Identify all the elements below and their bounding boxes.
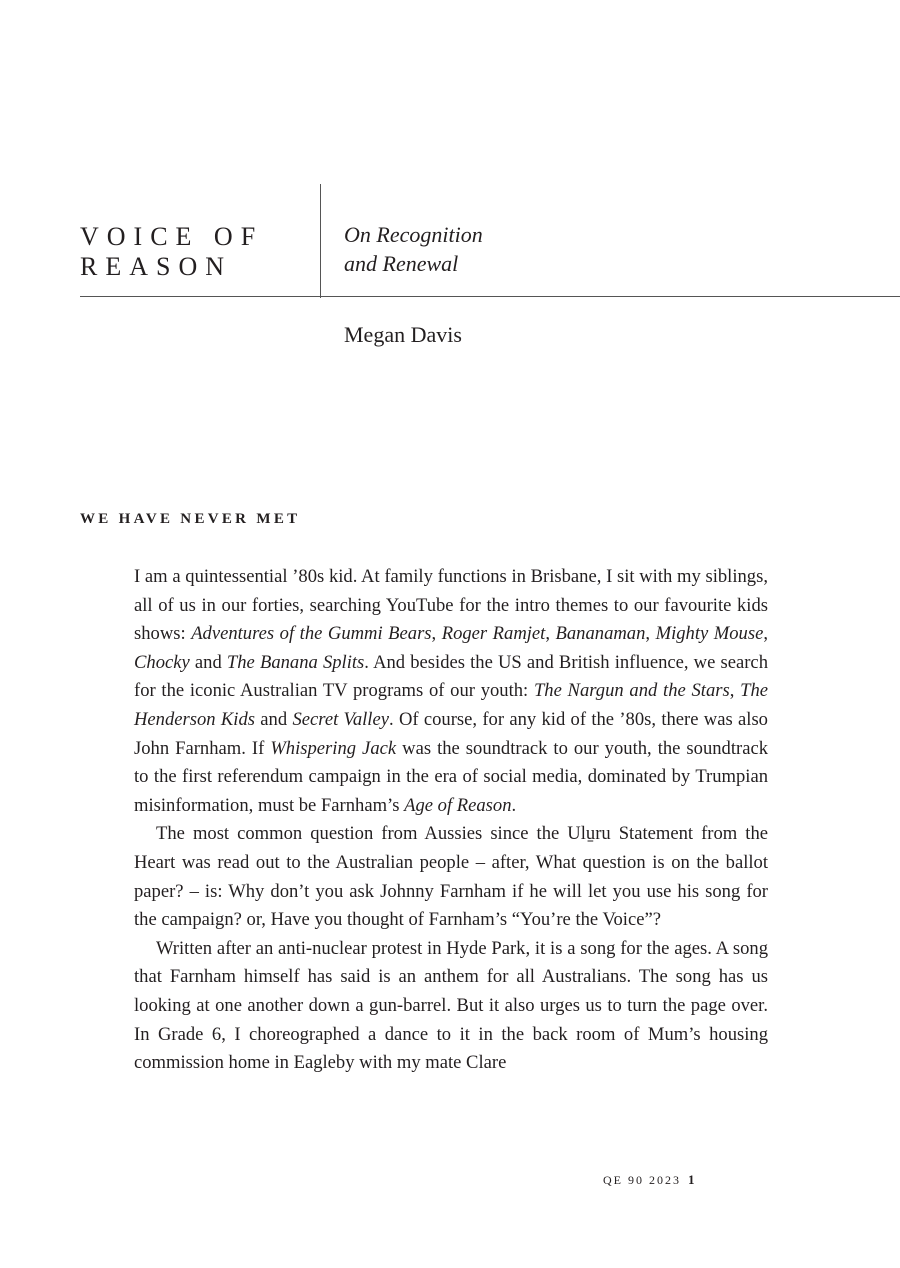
show-title: Roger Ramjet xyxy=(441,623,546,645)
paragraph-3: Written after an anti-nuclear protest in Hyde Park, it is a song for the ages. A song that Farnham himself has said is an anthem for all Australians. The song has us looking at one another down a gun-barrel. But it also urges us to turn the page over. In Grade 6, I choreographed a dance to it in the back room of Mum’s housing commission home in Eagleby with my mate Clare xyxy=(134,937,768,1074)
text-span: . xyxy=(511,794,517,816)
vertical-rule xyxy=(320,184,321,298)
journal-issue: QE 90 2023 xyxy=(603,1173,681,1187)
text-span: , xyxy=(545,623,556,645)
title-line-1: VOICE OF xyxy=(80,222,264,251)
title-line-2: REASON xyxy=(80,252,233,281)
page-footer xyxy=(603,1172,697,1188)
text-span: was the soundtrack to our youth, the soundtrack to the first referendum campaign in the era of social media, dominated by Trumpian misinformation, must be Farnham’s xyxy=(134,737,769,816)
show-title: Bananaman xyxy=(555,623,646,645)
subtitle-line-1: On Recognition xyxy=(344,222,483,247)
paragraph-2: The most common question from Aussies since the Ulu̱ru Statement from the Heart was read out to the Australian people – after, What question is on the ballot paper? – is: Why don’t you ask Johnny Farnham if he will let you use his song for the campaign? or, Have you thought of Farnham’s “You’re the Voice”? xyxy=(134,823,768,931)
author-name: Megan Davis xyxy=(344,322,462,347)
album-title: Whispering Jack xyxy=(270,737,397,759)
article-title xyxy=(80,222,263,282)
text-span: I am a quintessential ’80s kid. At family functions in Brisbane, I sit with my siblings, all of us in our forties, searching YouTube for the intro themes to our favourite kids shows: xyxy=(134,566,768,645)
text-span: , xyxy=(431,623,442,645)
album-title: Age of Reason xyxy=(404,794,512,816)
text-span: . Of course, for any kid of the ’80s, there was also John Farnham. If xyxy=(134,708,768,759)
paragraph-1 xyxy=(134,563,768,820)
body-text xyxy=(134,563,768,1078)
text-span: , xyxy=(645,623,656,645)
show-title: The Henderson Kids xyxy=(134,680,768,730)
show-title: The Banana Splits xyxy=(226,651,365,673)
text-span: , xyxy=(763,623,768,645)
section-heading: WE HAVE NEVER MET xyxy=(80,511,301,527)
text-span: and xyxy=(255,708,293,730)
subtitle-line-2: and Renewal xyxy=(344,251,459,276)
text-span: and xyxy=(189,651,227,673)
show-title: Secret Valley xyxy=(292,708,389,730)
text-span: , xyxy=(729,680,741,702)
show-title: Chocky xyxy=(134,651,190,673)
article-subtitle xyxy=(344,220,483,278)
show-title: Mighty Mouse xyxy=(655,623,764,645)
show-title: Adventures of the Gummi Bears xyxy=(191,623,432,645)
text-span: . And besides the US and British influence, we search for the iconic Australian TV programs of our youth: xyxy=(134,651,768,702)
show-title: The Nargun and the Stars xyxy=(533,680,730,702)
horizontal-rule xyxy=(80,296,900,297)
page-number: 1 xyxy=(688,1172,697,1187)
